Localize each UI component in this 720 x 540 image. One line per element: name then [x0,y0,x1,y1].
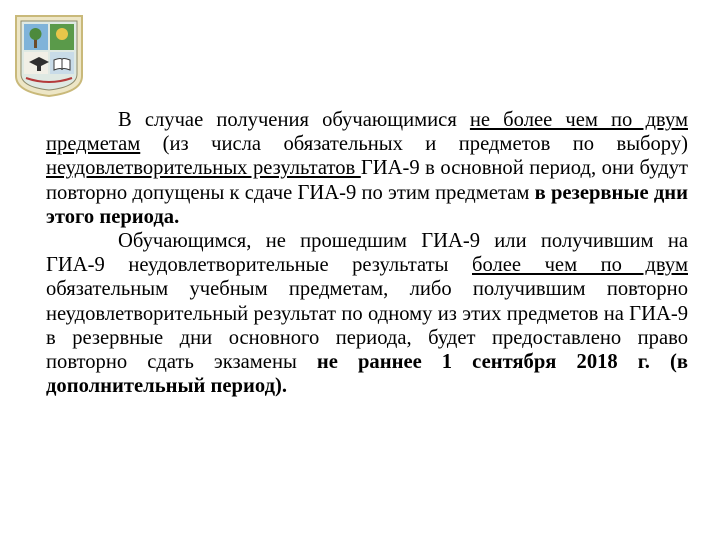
slide-body-text [46,108,688,398]
p1-underlined-results: неудовлетворительных результатов [46,157,361,180]
p2-text-1: Обучающимся, не прошедшим ГИА-9 или получившим на ГИА-9 неудовлетворительные результаты [46,230,688,277]
p1-bold-reserve-days: в резервные дни этого периода. [46,181,688,228]
p2-text-2: обязательным учебным предметам, либо получившим повторно неудовлетворительный результат по одному из этих предметов на ГИА-9 в резервные дни основного периода, будет предоставлено право повторно сдать экзамены [46,278,688,374]
p2-bold-date: не раннее 1 сентября 2018 г. (в дополнительный период). [46,351,689,398]
emblem-graphic [12,12,86,98]
paragraph-resit-reserve-days [46,108,688,229]
paragraph-additional-period [46,229,688,398]
p2-underlined-limit: более чем по двум [472,254,688,277]
p1-text-3: ГИА-9 в основной период, они будут повторно допущены к сдаче ГИА-9 по этим предметам [46,157,688,204]
p1-text-2: (из числа обязательных и предметов по выбору) [140,133,688,156]
p1-text-1: В случае получения обучающимися [118,109,470,131]
school-emblem-icon [12,12,86,98]
p1-underlined-limit: не более чем по двум предметам [46,109,688,156]
